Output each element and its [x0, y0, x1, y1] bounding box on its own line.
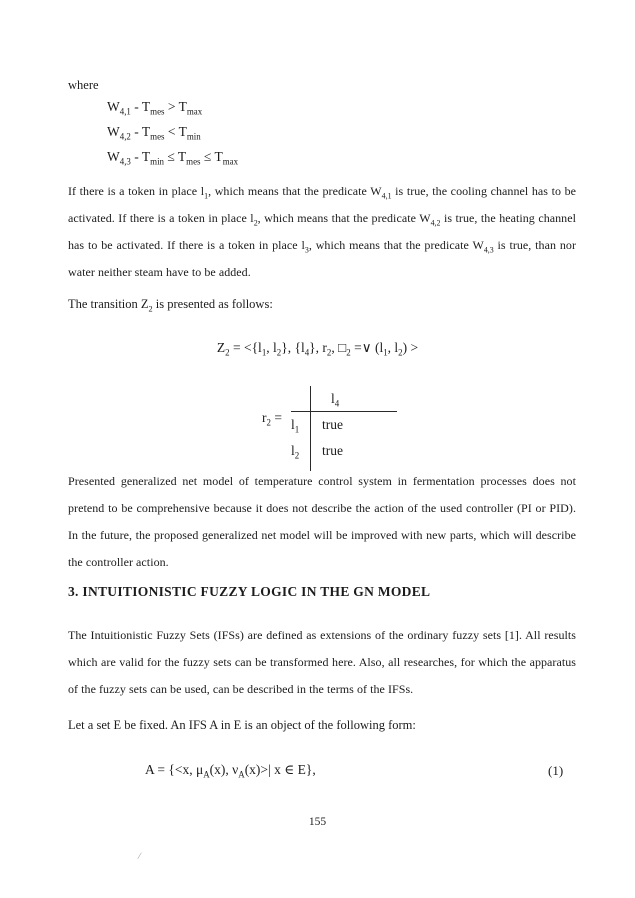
pen-mark-artifact: /: [136, 850, 142, 863]
r2-column-header: $l_4$: [310, 386, 397, 412]
r2-header-row: [291, 386, 397, 412]
r2-table: [291, 386, 397, 471]
r2-header-empty-cell: [291, 386, 311, 412]
equation-w42: $W_{4,2} - T_{mes} < T_{min}$: [107, 124, 201, 142]
ifs-definition-formula: A = {<x, $\mu_A(x)$, $\nu_A(x)>|$ x ∈ E},: [145, 762, 316, 780]
equation-number: (1): [548, 763, 564, 778]
r2-row: [291, 438, 397, 471]
r2-value-cell: true: [310, 438, 397, 471]
z2-formula: $Z_2 = <\{l_1$, $l_2$}, $\{l_4\}$, $r_2$, $□_2$ =∨ ($l_1$, $l_2$) >: [216, 340, 419, 358]
section-heading: 3. INTUITIONISTIC FUZZY LOGIC IN THE GN MODEL: [68, 584, 431, 599]
transition-sentence: The transition $Z_2$ is presented as follows:: [68, 297, 273, 314]
where-label: where: [68, 78, 99, 92]
r2-place-cell: $l_2$: [290, 443, 300, 461]
paragraph-ifs-intro: The Intuitionistic Fuzzy Sets (IFSs) are defined as extensions of the ordinary fuzzy sets [1]. All results which are valid for the fuzzy sets can be transformed here. Also, all researches, for which the apparatus of the fuzzy sets can be used, can be described in the terms of the IFSs.: [68, 628, 576, 696]
predicate-equations: [107, 94, 238, 169]
r2-value-cell: true: [310, 412, 397, 439]
r2-label: $r_2$ =: [262, 410, 282, 428]
r2-row: [291, 412, 397, 439]
equation-w41: $W_{4,1} - T_{mes} > T_{max}$: [107, 99, 203, 117]
equation-w43: $W_{4,3} - T_{min} \le T_{mes} \le T_{max}$: [107, 149, 239, 167]
paragraph-tokens: If there is a token in place $l_1$, which means that the predicate $W_{4,1}$ is true, the cooling channel has to be activated. If there is a token in place $l_2$, which means that the predicate $W_{4,2}$ is true, the heating channel has to be activated. If there is a token in place $l_3$, which means that the predicate $W_{4,3}$ is true, than nor water neither steam have to be added.: [68, 184, 577, 279]
r2-place-cell: $l_1$: [290, 417, 300, 435]
paragraph-presented-model: Presented generalized net model of temperature control system in fermentation processes does not pretend to be comprehensive because it does not describe the action of the used controller (PI or PID). In the future, the proposed generalized net model will be improved with new parts, which will describe the controller action.: [68, 474, 576, 569]
page-number: 155: [308, 816, 327, 828]
r2-index-matrix: [262, 386, 397, 471]
paragraph-let-set: Let a set E be fixed. An IFS A in E is an object of the following form:: [68, 718, 416, 732]
